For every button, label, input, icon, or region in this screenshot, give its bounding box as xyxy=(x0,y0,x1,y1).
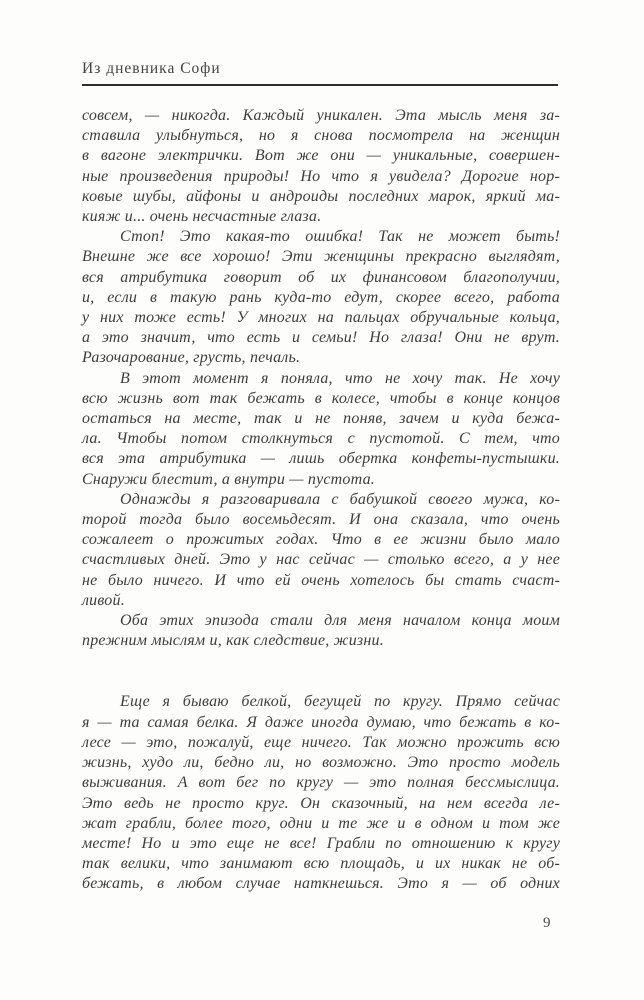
text-line: ливой. xyxy=(82,591,125,609)
paragraph xyxy=(82,490,560,611)
text-line: я — та самая белка. Я даже иногда думаю, что бежать в ко- xyxy=(82,713,560,731)
text-line: остаться на месте, так и не поняв, зачем и куда бежа- xyxy=(82,410,560,428)
text-line: выживания. А вот бег по кругу — это полная бессмыслица. xyxy=(82,774,560,792)
text-line: бежать, в любом случае наткнешься. Это я — об одних xyxy=(82,875,560,893)
text-line: вся эта атрибутика — лишь обертка конфеты-пустышки. xyxy=(82,450,560,468)
text-line: Это ведь не просто круг. Он сказочный, на нем всегда ле- xyxy=(82,794,560,812)
text-line: лесе — это, пожалуй, еще ничего. Так можно прожить всю xyxy=(82,733,560,751)
text-line: Однажды я разговаривала с бабушкой своего мужа, ко- xyxy=(120,490,560,508)
header-rule xyxy=(82,84,558,86)
text-line: ставила улыбнуться, но я снова посмотрела на женщин xyxy=(82,127,560,145)
text-line: вся атрибутика говорит об их финансовом благополучии, xyxy=(82,268,560,286)
text-line: в вагоне электрички. Вот же они — уникальные, совершен- xyxy=(82,147,560,165)
page-number: 9 xyxy=(543,915,551,931)
text-line: Стоп! Это какая-то ошибка! Так не может быть! xyxy=(120,228,560,246)
text-line: совсем, — никогда. Каждый уникален. Эта мысль меня за- xyxy=(82,107,560,124)
text-line: счастливых дней. Это у нас сейчас — столько всего, а у нее xyxy=(82,551,560,569)
text-line: так велики, что занимают всю площадь, и их никак не об- xyxy=(82,855,560,873)
text-line: Оба этих эпизода стали для меня началом конца моим xyxy=(120,612,560,630)
text-line: Снаружи блестит, а внутри — пустота. xyxy=(82,470,375,488)
text-line: ла. Чтобы потом столкнуться с пустотой. С тем, что xyxy=(82,430,560,448)
paragraph xyxy=(82,692,560,894)
text-line: прежним мыслям и, как следствие, жизни. xyxy=(82,632,384,650)
text-line: и, если в такую рань куда-то едут, скорее всего, работа xyxy=(82,288,560,306)
text-line: Внешне же все хорошо! Эти женщины прекрасно выглядят, xyxy=(82,248,560,266)
text-line: а это значит, что есть и семьи! Но глаза! Они не врут. xyxy=(82,329,560,347)
text-line: месте! Но и это еще не все! Грабли по отношению к кругу xyxy=(82,834,560,852)
text-line: не было ничего. И что ей очень хотелось бы стать счаст- xyxy=(82,571,560,589)
text-line: жизнь, худо ли, бедно ли, но возможно. Это просто модель xyxy=(82,754,560,772)
text-line: В этот момент я поняла, что не хочу так. Не хочу xyxy=(120,369,560,387)
text-line: ковые шубы, айфоны и андроиды последних марок, яркий ма- xyxy=(82,187,560,205)
paragraph xyxy=(82,227,560,368)
text-line: торой тогда было восемьдесят. И она сказала, что очень xyxy=(82,511,560,529)
text-line: у них тоже есть! У многих на пальцах обручальные кольца, xyxy=(82,309,560,327)
text-line: кияж и... очень несчастные глаза. xyxy=(82,208,322,226)
running-header: Из дневника Софи xyxy=(82,60,221,77)
text-line: всю жизнь вот так бежать в колесе, чтобы в конце концов xyxy=(82,389,560,407)
paragraph xyxy=(82,611,560,651)
text-line: Разочарование, грусть, печаль. xyxy=(82,349,301,367)
text-line: Еще я бываю белкой, бегущей по кругу. Прямо сейчас xyxy=(120,693,560,711)
paragraph xyxy=(82,106,560,227)
page-body xyxy=(82,106,560,895)
text-line: жат грабли, более того, одни и те же и в одном и том же xyxy=(82,814,560,832)
text-line: ные произведения природы! Но что я увидела? Дорогие нор- xyxy=(82,167,560,185)
paragraph xyxy=(82,369,560,490)
text-line: сожалеет о прожитых годах. Что в ее жизни было мало xyxy=(82,531,560,549)
